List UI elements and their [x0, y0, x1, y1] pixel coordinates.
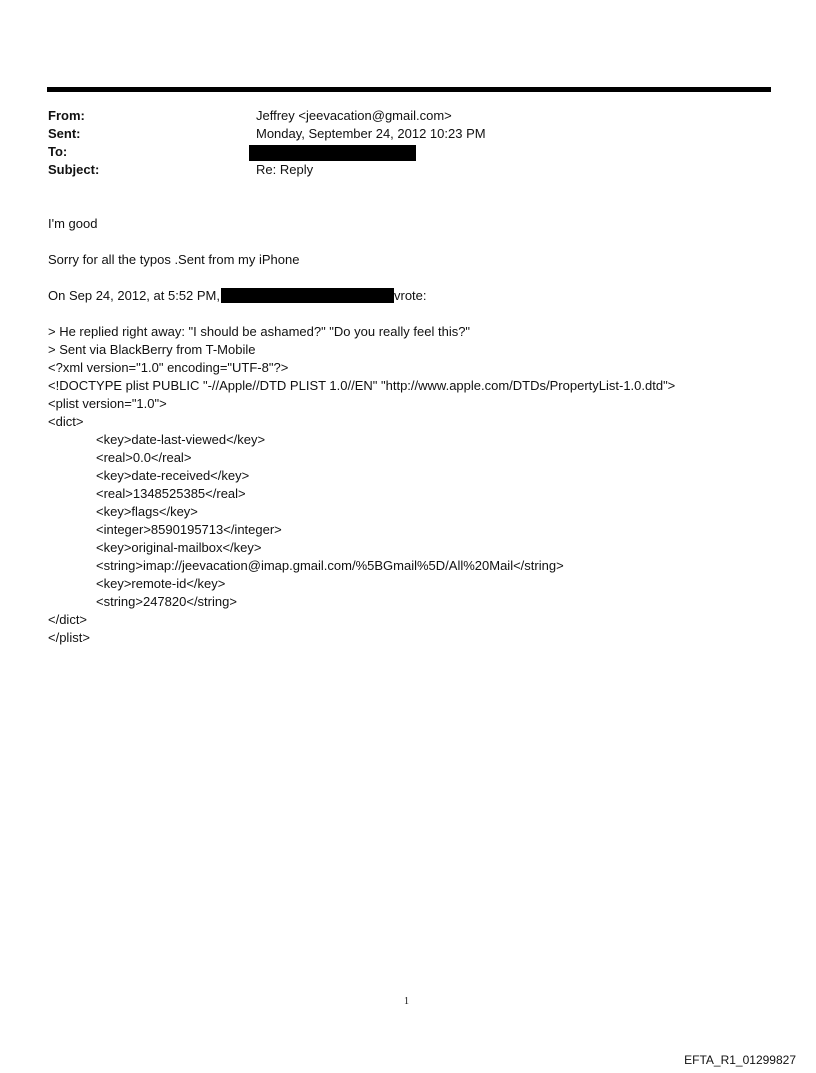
dict-open: <dict> [48, 414, 84, 429]
dict-line: <key>original-mailbox</key> [96, 540, 262, 555]
from-value: Jeffrey <jeevacation@gmail.com> [256, 108, 452, 123]
dict-line: <key>flags</key> [96, 504, 198, 519]
to-redaction [249, 145, 416, 161]
from-label: From: [48, 108, 85, 123]
dict-line: <real>0.0</real> [96, 450, 192, 465]
dict-line: <string>247820</string> [96, 594, 237, 609]
subject-label: Subject: [48, 162, 100, 177]
quote-line-2: > Sent via BlackBerry from T-Mobile [48, 342, 256, 357]
plist-open: <plist version="1.0"> [48, 396, 167, 411]
dict-close: </dict> [48, 612, 88, 627]
dict-line: <real>1348525385</real> [96, 486, 246, 501]
dict-line: <key>date-last-viewed</key> [96, 432, 266, 447]
dict-line: <key>remote-id</key> [96, 576, 226, 591]
document-id: EFTA_R1_01299827 [684, 1053, 796, 1067]
sent-value: Monday, September 24, 2012 10:23 PM [256, 126, 486, 141]
dict-line: <key>date-received</key> [96, 468, 250, 483]
body-line-signature: Sorry for all the typos .Sent from my iPhone [48, 252, 300, 267]
dict-line: <string>imap://jeevacation@imap.gmail.com/%5BGmail%5D/All%20Mail</string> [96, 558, 564, 573]
attribution-prefix: On Sep 24, 2012, at 5:52 PM, [48, 288, 221, 303]
body-line-reply: I'm good [48, 216, 98, 231]
doctype-line: <!DOCTYPE plist PUBLIC "-//Apple//DTD PLIST 1.0//EN" "http://www.apple.com/DTDs/PropertyList-1.0.dtd"> [48, 378, 676, 393]
attribution-suffix: vrote: [394, 288, 427, 303]
dict-line: <integer>8590195713</integer> [96, 522, 282, 537]
subject-value: Re: Reply [256, 162, 314, 177]
page-number: 1 [404, 996, 409, 1007]
header-rule [47, 87, 771, 92]
to-label: To: [48, 144, 68, 159]
plist-close: </plist> [48, 630, 90, 645]
attribution-redaction [221, 288, 394, 303]
quote-line-1: > He replied right away: "I should be ashamed?" "Do you really feel this?" [48, 324, 471, 339]
sent-label: Sent: [48, 126, 81, 141]
xml-declaration: <?xml version="1.0" encoding="UTF-8"?> [48, 360, 289, 375]
